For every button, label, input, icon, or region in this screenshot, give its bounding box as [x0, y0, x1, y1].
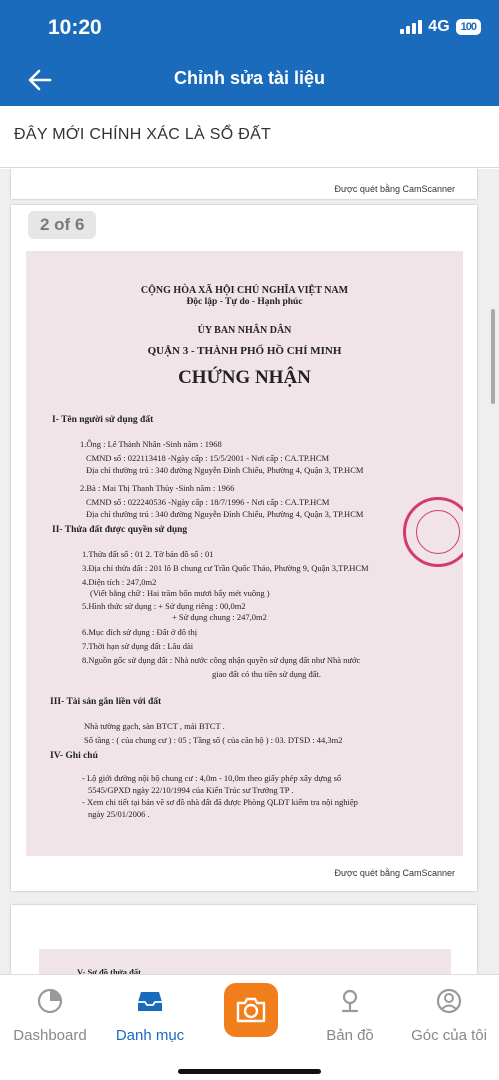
scan-caption: Được quét bằng CamScanner [334, 184, 455, 194]
cert-section: I- Tên người sử dụng đất [52, 415, 154, 425]
battery-icon: 100 [456, 19, 481, 35]
nav-map[interactable] [300, 987, 400, 1044]
cert-line: Số tầng : ( của chung cư ) : 05 ; Tầng số ( của căn hộ ) : 03. DTSD : 44,3m2 [84, 735, 343, 745]
cert-line: 6.Mục đích sử dụng : Đất ở đô thị [82, 627, 198, 637]
cert-section: IV- Ghi chú [50, 751, 98, 761]
cert-line: 2.Bà : Mai Thị Thanh Thủy -Sinh năm : 1966 [80, 483, 235, 493]
cert-line: Độc lập - Tự do - Hạnh phúc [186, 297, 303, 307]
cert-line: 8.Nguồn gốc sử dụng đất : Nhà nước công nhận quyền sử dụng đất như Nhà nước [82, 655, 361, 665]
cert-line: 3.Địa chỉ thửa đất : 201 lô B chung cư Trần Quốc Thảo, Phường 9, Quận 3,TP.HCM [82, 563, 369, 573]
cert-line: ngày 25/01/2006 . [88, 809, 150, 819]
nav-dashboard[interactable] [0, 987, 100, 1044]
cert-line: 5.Hình thức sử dụng : + Sử dụng riêng : 00,0m2 [82, 601, 246, 611]
cert-line: - Xem chi tiết tại bản vẽ sơ đồ nhà đất đã được Phòng QLĐT kiểm tra nội nghiệp [82, 797, 358, 807]
nav-profile[interactable] [399, 987, 499, 1044]
certificate-scan [26, 251, 463, 856]
inbox-tray-icon [136, 987, 164, 1015]
pie-chart-icon [36, 987, 64, 1015]
cert-line: CỘNG HÒA XÃ HỘI CHỦ NGHĨA VIỆT NAM [140, 285, 349, 296]
cert-line: + Sử dụng chung : 247,0m2 [172, 612, 267, 622]
cert-line: CMND số : 022240536 -Ngày cấp : 18/7/1996 - Nơi cấp : CA.TP.HCM [86, 497, 330, 507]
nav-catalog[interactable] [100, 987, 200, 1044]
cert-heading: CHỨNG NHẬN [178, 367, 311, 388]
cert-line: CMND số : 022113418 -Ngày cấp : 15/5/2001 - Nơi cấp : CA.TP.HCM [86, 453, 330, 463]
bottom-nav [0, 974, 499, 1080]
document-page-current[interactable] [11, 205, 477, 891]
cert-line: (Viết bằng chữ : Hai trăm bốn mươi bẩy mét vuông ) [90, 588, 270, 598]
user-icon [435, 987, 463, 1015]
app-bar [0, 52, 499, 106]
status-time: 10:20 [48, 16, 102, 39]
camera-button[interactable] [224, 983, 278, 1037]
app-header [0, 0, 499, 106]
document-viewer[interactable] [0, 169, 499, 974]
nav-label: Danh mục [115, 1027, 185, 1044]
cert-line: Nhà tường gạch, sàn BTCT , mái BTCT . [84, 721, 225, 731]
cert-line: ỦY BAN NHÂN DÂN [197, 325, 292, 336]
next-page-scan [39, 949, 451, 974]
cert-line: Địa chỉ thường trú : 340 đường Nguyễn Đình Chiểu, Phường 4, Quận 3, TP.HCM [86, 509, 364, 519]
nav-label: Dashboard [13, 1027, 87, 1044]
cert-line: - Lộ giới đường nội bộ chung cư : 4,0m - 10,0m theo giấy phép xây dựng số [82, 773, 342, 783]
nav-label: Bản đồ [326, 1027, 374, 1044]
document-page-next[interactable] [11, 905, 477, 974]
page-title: Chỉnh sửa tài liệu [173, 68, 326, 88]
status-indicators [400, 18, 481, 36]
scrollbar[interactable] [491, 309, 495, 404]
cert-line: 1.Ông : Lê Thành Nhân -Sinh năm : 1968 [80, 439, 222, 449]
red-stamp-icon [403, 497, 463, 567]
map-pin-icon [336, 987, 364, 1015]
document-title: ĐÂY MỚI CHÍNH XÁC LÀ SỔ ĐẤT [14, 126, 272, 143]
nav-label: Góc của tôi [411, 1027, 487, 1044]
home-indicator [178, 1069, 321, 1074]
cert-section: II- Thửa đất được quyền sử dụng [52, 525, 188, 535]
camera-icon [235, 996, 267, 1024]
cert-line: Địa chỉ thường trú : 340 đường Nguyễn Đình Chiểu, Phường 4, Quận 3, TP.HCM [86, 465, 364, 475]
status-bar [0, 0, 499, 52]
cert-section: III- Tài sản gắn liền với đất [50, 697, 162, 707]
signal-icon [400, 20, 422, 34]
scan-caption: Được quét bằng CamScanner [334, 868, 455, 878]
cert-section: V- Sơ đồ thửa đất [77, 967, 141, 974]
cert-line: 7.Thời hạn sử dụng đất : Lâu dài [82, 641, 194, 651]
document-page-previous [11, 169, 477, 199]
network-type: 4G [428, 18, 450, 35]
cert-line: QUẬN 3 - THÀNH PHỐ HỒ CHÍ MINH [147, 345, 342, 357]
document-title-field[interactable] [0, 106, 499, 168]
cert-line: 1.Thửa đất số : 01 2. Tờ bản đồ số : 01 [82, 549, 214, 559]
page-indicator: 2 of 6 [28, 211, 96, 239]
cert-line: 5545/GPXD ngày 22/10/1994 của Kiến Trúc sư Trưởng TP . [88, 785, 294, 795]
cert-line: giao đất có thu tiền sử dụng đất. [212, 669, 321, 679]
cert-line: 4.Diện tích : 247,0m2 [82, 577, 157, 587]
